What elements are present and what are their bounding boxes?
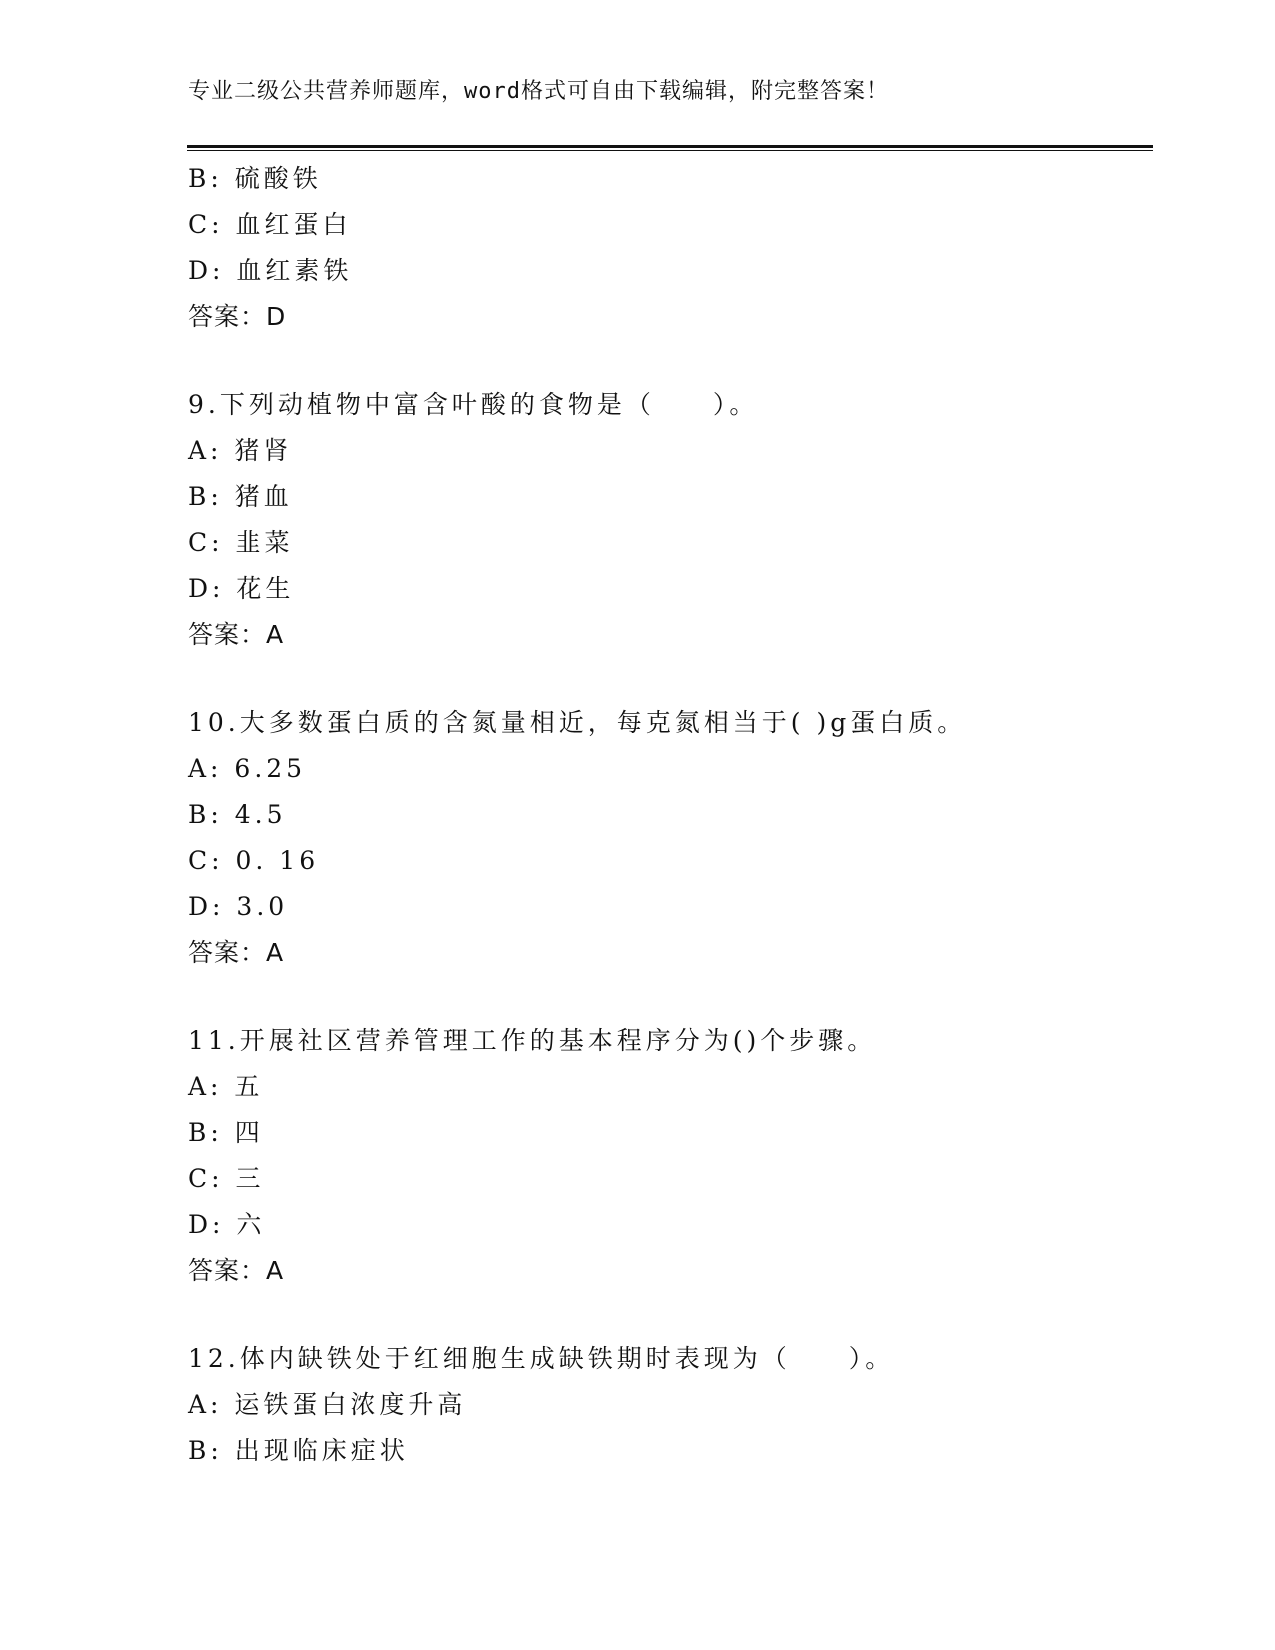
question-block-9	[188, 382, 1148, 658]
answer-line: 答案：A	[188, 938, 285, 967]
option-c: C: 血红蛋白	[188, 210, 352, 239]
option-b: B: 猪血	[188, 482, 293, 511]
header-rule-thick	[187, 145, 1153, 148]
question-stem: 9.下列动植物中富含叶酸的食物是（ ）。	[188, 390, 759, 419]
answer-line: 答案：A	[188, 620, 285, 649]
question-content	[188, 156, 1148, 1474]
header-rule-thin	[187, 150, 1153, 151]
answer-line: 答案：D	[188, 302, 287, 331]
question-stem: 10.大多数蛋白质的含氮量相近，每克氮相当于( )g蛋白质。	[188, 708, 967, 737]
option-a: A: 6.25	[188, 754, 307, 783]
option-a: A: 五	[188, 1072, 264, 1101]
question-block-11	[188, 1018, 1148, 1294]
option-b: B: 出现临床症状	[188, 1436, 409, 1465]
option-a: A: 猪肾	[188, 436, 293, 465]
question-stem: 12.体内缺铁处于红细胞生成缺铁期时表现为（ ）。	[188, 1344, 895, 1373]
option-b: B: 四	[188, 1118, 264, 1147]
option-d: D: 六	[188, 1210, 266, 1239]
option-d: D: 血红素铁	[188, 256, 353, 285]
option-b: B: 4.5	[188, 800, 287, 829]
page-header: 专业二级公共营养师题库，word格式可自由下载编辑，附完整答案！	[188, 79, 889, 104]
question-block-8	[188, 156, 1148, 340]
question-block-10	[188, 700, 1148, 976]
option-d: D: 3.0	[188, 892, 289, 921]
question-block-12	[188, 1336, 1148, 1474]
option-a: A: 运铁蛋白浓度升高	[188, 1390, 467, 1419]
option-d: D: 花生	[188, 574, 295, 603]
question-stem: 11.开展社区营养管理工作的基本程序分为()个步骤。	[188, 1026, 877, 1055]
option-b: B: 硫酸铁	[188, 164, 322, 193]
option-c: C: 韭菜	[188, 528, 294, 557]
answer-line: 答案：A	[188, 1256, 285, 1285]
option-c: C: 0. 16	[188, 846, 320, 875]
option-c: C: 三	[188, 1164, 265, 1193]
